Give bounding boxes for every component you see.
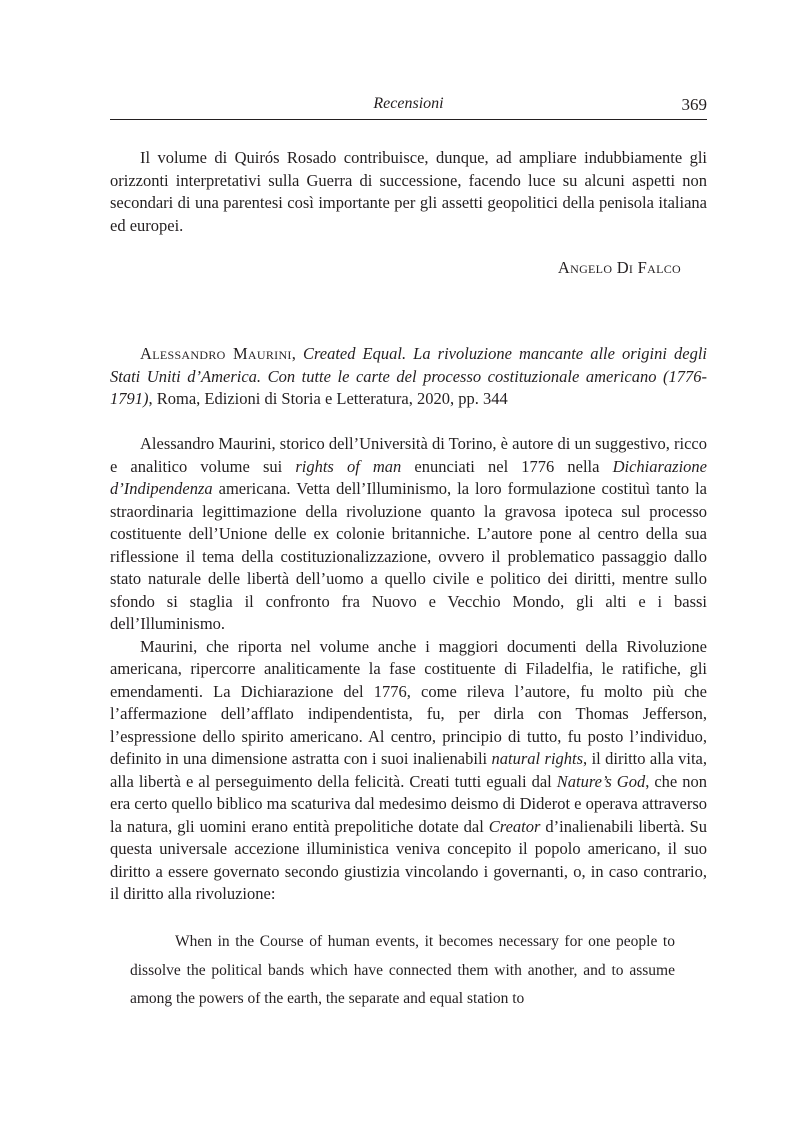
text-run: , che non era certo quello biblico ma scaturiva dal medesimo deismo di Diderot e operava attraverso la natura, gli uomini erano entità prepolitiche dotate dal — [110, 771, 707, 836]
review-body — [110, 433, 707, 906]
closing-paragraph-block — [110, 147, 707, 237]
text-run: Maurini, che riporta nel volume anche i maggiori documenti della Rivoluzione americana, ripercorre analiticamente la fase costituente di Filadelfia, le ratifiche, gli emendamenti. La Dichiarazione del 1776, come rileva l’autore, fu molto più che l’affermazione dell’afflato indipendentista, fu, per dirla con Thomas Jefferson, l’espressione dello spirito americano. Al centro, principio di tutto, fu posto l’individuo, definito in una dimensione astratta con i suoi inalienabili — [110, 636, 707, 768]
italic-run: Creator — [488, 816, 541, 836]
bibliographic-reference: Alessandro Maurini, Created Equal. La rivoluzione mancante alle origini degli Stati Uniti d’America. Con tutte le carte del processo costituzionale americano (1776-1791), Roma, Edizioni di Storia e Letteratura, 2020, pp. 344 — [110, 344, 707, 408]
text-run: americana. Vetta dell’Illuminismo, la loro formulazione costituì tanto la straordinaria legittimazione della rivoluzione quanto la gravosa ipoteca sul processo costituente dell’Unione delle ex colonie britanniche. L’autore pone al centro della sua riflessione il tema della costituzionalizzazione, ovvero il problematico passaggio dallo stato naturale delle libertà dell’uomo a quello civile e politico dei diritti, mentre sullo sfondo si staglia il confronto fra Nuovo e Vecchio Mondo, gli alti e i bassi dell’Illuminismo. — [110, 479, 707, 633]
closing-paragraph: Il volume di Quirós Rosado contribuisce, dunque, ad ampliare indubbiamente gli orizzonti interpretativi sulla Guerra di successione, facendo luce su alcuni aspetti non secondari di una parentesi così importante per gli assetti geopolitici della penisola italiana ed europei. — [110, 148, 707, 235]
italic-run: Dichiarazione d’Indipendenza — [110, 456, 707, 498]
italic-run: rights of man — [295, 456, 402, 476]
page-number: 369 — [681, 95, 707, 114]
review-paragraph-2 — [110, 636, 707, 906]
block-quote-text: When in the Course of human events, it becomes necessary for one people to dissolve the political bands which have connected them with another, and to assume among the powers of the earth, the separate and equal station to — [130, 933, 675, 1007]
text-run: d’inalienabili libertà. Su questa universale accezione illuministica veniva concepito il popolo americano, il suo diritto a essere governato secondo giustizia vincolando i governanti, o, in caso contrario, il diritto alla rivoluzione: — [110, 816, 707, 903]
reviewer-signature: Angelo Di Falco — [557, 258, 681, 277]
text-run: enunciati nel 1776 nella — [401, 456, 613, 476]
book-publication: , Roma, Edizioni di Storia e Letteratura, 2020, pp. 344 — [148, 389, 508, 408]
text-run: , il diritto alla vita, alla libertà e al perseguimento della felicità. Creati tutti eguali dal — [110, 749, 707, 791]
running-head — [110, 93, 707, 120]
review-paragraph-1 — [110, 433, 707, 636]
running-head-section: Recensioni — [373, 95, 444, 112]
text-run: Alessandro Maurini, storico dell’Università di Torino, è autore di un suggestivo, ricco e analitico volume sui — [110, 434, 707, 476]
book-title: Created Equal. La rivoluzione mancante alle origini degli Stati Uniti d’America. Con tutte le carte del processo costituzionale americano (1776-1791) — [110, 344, 707, 408]
block-quote — [130, 928, 675, 1014]
book-author: Alessandro Maurini — [140, 344, 292, 363]
italic-run: Nature’s God — [556, 771, 646, 791]
bibliographic-entry — [110, 343, 707, 411]
italic-run: natural rights — [491, 749, 584, 768]
